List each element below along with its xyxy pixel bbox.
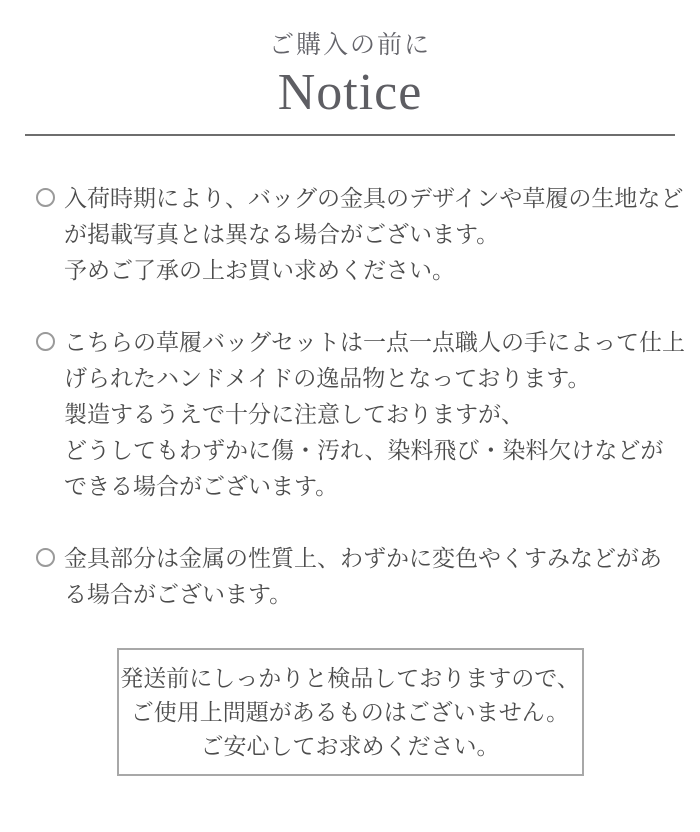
notice-item-metal-parts (36, 540, 674, 612)
notice-line: できる場合がございます。 (64, 473, 339, 499)
assurance-line: 発送前にしっかりと検品しておりますので、 (120, 665, 580, 691)
notice-line: 製造するうえで十分に注意しておりますが、 (64, 401, 524, 427)
notice-line: どうしてもわずかに傷・汚れ、染料飛び・染料欠けなどが (64, 437, 664, 463)
circle-bullet-icon (36, 332, 55, 351)
notice-item-handmade (36, 324, 685, 504)
bullet-marker (36, 540, 64, 612)
header-divider (25, 134, 675, 136)
assurance-box (117, 648, 584, 776)
notice-item-text (64, 540, 674, 612)
notice-item-text (64, 180, 683, 288)
notice-item-text (64, 324, 685, 504)
notice-line: こちらの草履バッグセットは一点一点職人の手によって仕上 (64, 329, 685, 355)
notice-line: が掲載写真とは異なる場合がございます。 (64, 221, 500, 247)
assurance-line: ご使用上問題があるものはございません。 (130, 699, 570, 725)
notice-header (0, 0, 700, 122)
notice-item-stock-variation (36, 180, 684, 288)
notice-line: る場合がございます。 (64, 581, 293, 607)
notice-line: 入荷時期により、バッグの金具のデザインや草履の生地など (64, 185, 684, 211)
bullet-marker (36, 180, 64, 288)
notice-line: げられたハンドメイドの逸品物となっております。 (64, 365, 591, 391)
circle-bullet-icon (36, 548, 55, 567)
circle-bullet-icon (36, 188, 55, 207)
notice-list (36, 180, 685, 612)
notice-line: 予めご了承の上お買い求めください。 (64, 257, 455, 283)
bullet-marker (36, 324, 64, 504)
notice-line: 金具部分は金属の性質上、わずかに変色やくすみなどがあ (64, 545, 662, 571)
page-title: Notice (277, 64, 423, 121)
assurance-line: ご安心してお求めください。 (200, 733, 500, 759)
page-subtitle: ご購入の前に (268, 32, 431, 59)
